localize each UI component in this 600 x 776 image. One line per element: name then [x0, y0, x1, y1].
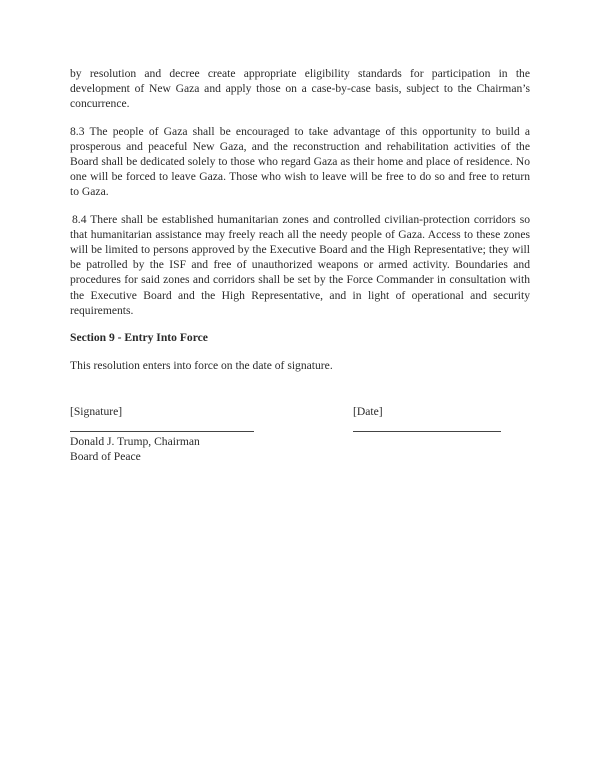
paragraph-eligibility-continuation: by resolution and decree create appropriate eligibility standards for participation in the development of New Gaza and apply those on a case-by-case basis, subject to the Chairman’s concurrence.: [70, 67, 530, 111]
section-9-heading: Section 9 - Entry Into Force: [70, 331, 208, 345]
section-9-body: This resolution enters into force on the date of signature.: [70, 359, 333, 373]
signer-name: Donald J. Trump, Chairman: [70, 435, 200, 448]
date-column: [353, 404, 501, 432]
signer-organization: Board of Peace: [70, 450, 141, 464]
signature-label: [Signature]: [70, 405, 123, 418]
signature-line: [70, 431, 254, 432]
document-page: [70, 66, 530, 385]
paragraph-8-4: 8.4 There shall be established humanitarian zones and controlled civilian-protection corridors so that humanitarian assistance may freely reach all the needy people of Gaza. Access to these zones will be limited to persons approved by the Executive Board and the High Representative; they will be patrolled by the ISF and free of unauthorized weapons or armed activity. Boundaries and procedures for said zones and corridors shall be set by the Force Commander in consultation with the Executive Board and the High Representative, and in light of operational and security requirements.: [70, 212, 530, 317]
date-line: [353, 431, 501, 432]
signature-column: [70, 404, 254, 464]
date-label: [Date]: [353, 405, 383, 418]
paragraph-8-3: 8.3 The people of Gaza shall be encouraged to take advantage of this opportunity to build a prosperous and peaceful New Gaza, and the reconstruction and rehabilitation activities of the Board shall be dedicated solely to those who regard Gaza as their home and place of residence. No one will be forced to leave Gaza. Those who wish to leave will be free to do so and free to return to Gaza.: [70, 124, 530, 199]
